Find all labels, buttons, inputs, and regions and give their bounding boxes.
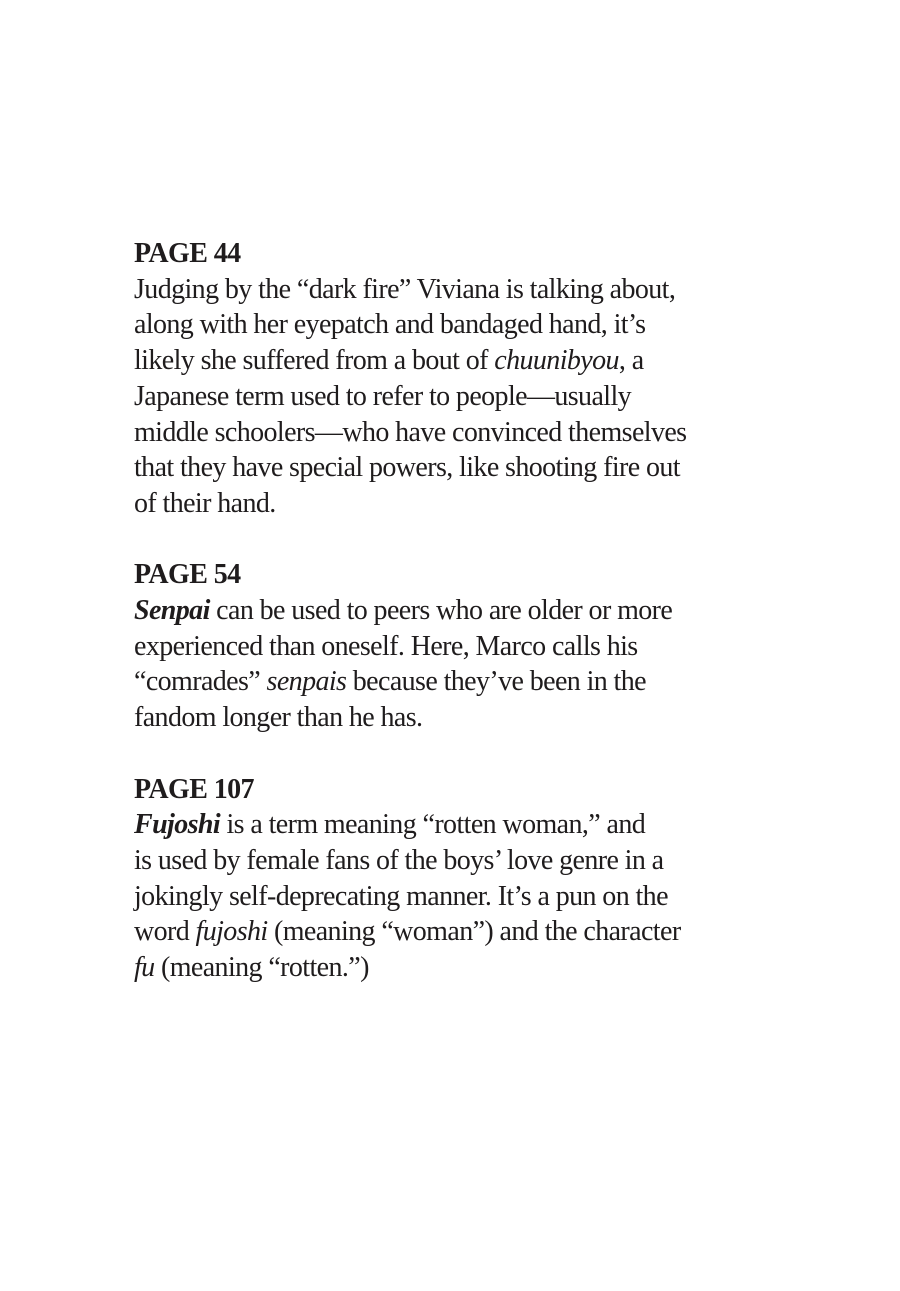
text-run: fu [134,952,155,984]
text-line [134,807,774,843]
text-line [134,700,774,736]
text-run: , a [618,345,644,377]
text-line [134,914,774,950]
text-line [134,379,774,415]
text-line [134,415,774,451]
note-section [134,772,774,986]
text-run: experienced than oneself. Here, Marco calls his [134,630,638,662]
text-run: “comrades” [134,666,267,698]
text-run: Japanese term used to refer to people—usually [134,380,632,412]
text-run: (meaning “woman”) and the character [267,916,681,948]
note-heading: PAGE 44 [134,238,241,269]
text-line [134,950,774,986]
text-run: of their hand. [134,487,276,519]
text-line [134,629,774,665]
text-line [134,486,774,522]
note-heading: PAGE 107 [134,773,254,805]
text-line [134,879,774,915]
text-run: (meaning “rotten.”) [154,952,369,984]
text-run: can be used to peers who are older or more [209,595,673,627]
text-line [134,664,774,700]
text-line [134,593,774,629]
text-run: Judging by the “dark fire” Viviana is talking about, [134,273,676,305]
text-run: chuunibyou [494,345,619,377]
text-line [134,843,774,879]
text-line [134,450,774,486]
text-run: fujoshi [195,916,268,948]
text-run: because they’ve been in the [346,666,646,698]
text-run: middle schoolers—who have convinced themselves [134,416,687,448]
note-heading: PAGE 54 [134,559,241,591]
text-line [134,343,774,379]
text-run: likely she suffered from a bout of [134,345,495,377]
note-section [134,236,774,522]
text-run: is used by female fans of the boys’ love genre in a [134,844,664,876]
text-line [134,307,774,343]
text-run: fandom longer than he has. [134,702,423,734]
text-run: Senpai [134,595,210,627]
note-section [134,557,774,736]
text-run: along with her eyepatch and bandaged hand, it’s [134,309,646,341]
text-run: word [134,916,196,948]
text-run: Fujoshi [134,809,221,841]
text-run: that they have special powers, like shooting fire out [134,452,680,484]
text-run: senpais [266,666,347,698]
text-run: jokingly self-deprecating manner. It’s a pun on the [134,880,668,912]
text-line [134,272,774,308]
text-run: is a term meaning “rotten woman,” and [220,809,646,841]
notes-page [134,236,774,986]
